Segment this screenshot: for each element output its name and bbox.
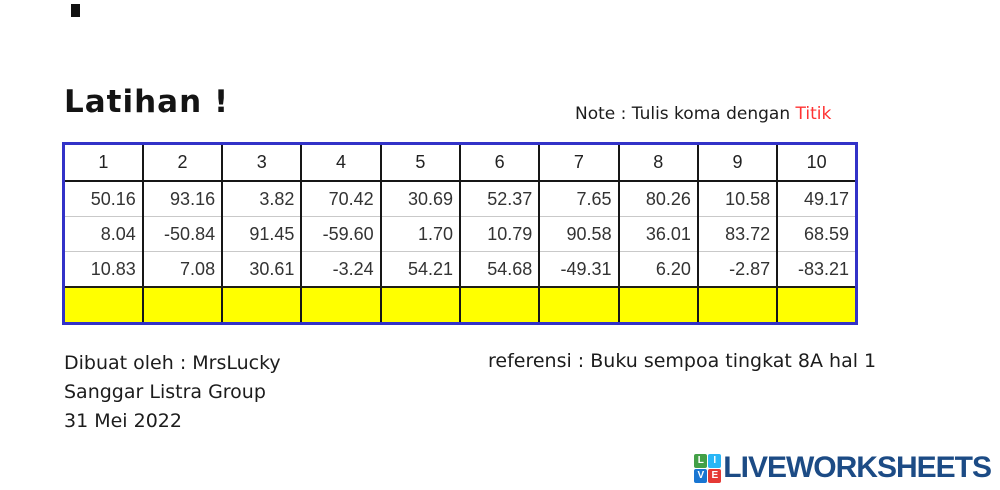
table-cell: 3.82	[222, 181, 301, 217]
author-line: Dibuat oleh : MrsLucky	[64, 352, 281, 374]
column-header: 4	[301, 144, 380, 182]
table-cell: 49.17	[777, 181, 856, 217]
table-cell: 52.37	[460, 181, 539, 217]
liveworksheets-logo-text: LIVEWORKSHEETS	[723, 451, 991, 484]
table-cell: 1.70	[381, 217, 460, 252]
table-cell: 54.68	[460, 252, 539, 288]
table-cell: 10.79	[460, 217, 539, 252]
answer-input[interactable]	[143, 287, 222, 324]
table-row	[64, 252, 857, 288]
table-header-row	[64, 144, 857, 182]
table-row	[64, 217, 857, 252]
note-prefix: Note : Tulis koma dengan	[575, 104, 796, 124]
table-cell: 7.65	[539, 181, 618, 217]
worksheet-table	[62, 142, 858, 325]
answer-input[interactable]	[64, 287, 143, 324]
note-highlight: Titik	[795, 104, 832, 124]
column-header: 10	[777, 144, 856, 182]
table-cell: 80.26	[619, 181, 698, 217]
table-cell: 91.45	[222, 217, 301, 252]
column-header: 7	[539, 144, 618, 182]
table-cell: 8.04	[64, 217, 143, 252]
table-cell: 68.59	[777, 217, 856, 252]
table-cell: -2.87	[698, 252, 777, 288]
answer-input[interactable]	[698, 287, 777, 324]
table-cell: 10.83	[64, 252, 143, 288]
table-cell: 36.01	[619, 217, 698, 252]
page-title: Latihan !	[64, 84, 230, 120]
column-header: 8	[619, 144, 698, 182]
table-cell: 50.16	[64, 181, 143, 217]
column-header: 6	[460, 144, 539, 182]
liveworksheets-logo[interactable]	[694, 451, 991, 485]
answer-input[interactable]	[222, 287, 301, 324]
group-line: Sanggar Listra Group	[64, 381, 266, 403]
column-header: 9	[698, 144, 777, 182]
table-cell: 90.58	[539, 217, 618, 252]
credits-block	[64, 349, 281, 436]
table-cell: 54.21	[381, 252, 460, 288]
logo-square-l: L	[694, 454, 707, 468]
answer-input[interactable]	[539, 287, 618, 324]
answer-input[interactable]	[301, 287, 380, 324]
answer-input[interactable]	[777, 287, 856, 324]
table-row	[64, 181, 857, 217]
column-header: 2	[143, 144, 222, 182]
table-cell: 7.08	[143, 252, 222, 288]
column-header: 1	[64, 144, 143, 182]
reference-line: referensi : Buku sempoa tingkat 8A hal 1	[488, 350, 877, 372]
logo-square-i: I	[708, 454, 721, 468]
table-cell: 10.58	[698, 181, 777, 217]
table-cell: 6.20	[619, 252, 698, 288]
answer-input[interactable]	[381, 287, 460, 324]
column-header: 3	[222, 144, 301, 182]
table-cell: -50.84	[143, 217, 222, 252]
liveworksheets-logo-icon	[694, 454, 721, 483]
answer-input[interactable]	[619, 287, 698, 324]
note-text	[575, 104, 858, 124]
date-line: 31 Mei 2022	[64, 410, 182, 432]
table-cell: -3.24	[301, 252, 380, 288]
answer-input[interactable]	[460, 287, 539, 324]
answer-row	[64, 287, 857, 324]
table-cell: 83.72	[698, 217, 777, 252]
table-cell: 93.16	[143, 181, 222, 217]
table-cell: -83.21	[777, 252, 856, 288]
table-cell: 30.61	[222, 252, 301, 288]
logo-square-v: V	[694, 469, 707, 483]
column-header: 5	[381, 144, 460, 182]
stray-mark	[71, 4, 80, 17]
table-cell: 70.42	[301, 181, 380, 217]
table-cell: -59.60	[301, 217, 380, 252]
table-cell: -49.31	[539, 252, 618, 288]
logo-square-e: E	[708, 469, 721, 483]
table-cell: 30.69	[381, 181, 460, 217]
